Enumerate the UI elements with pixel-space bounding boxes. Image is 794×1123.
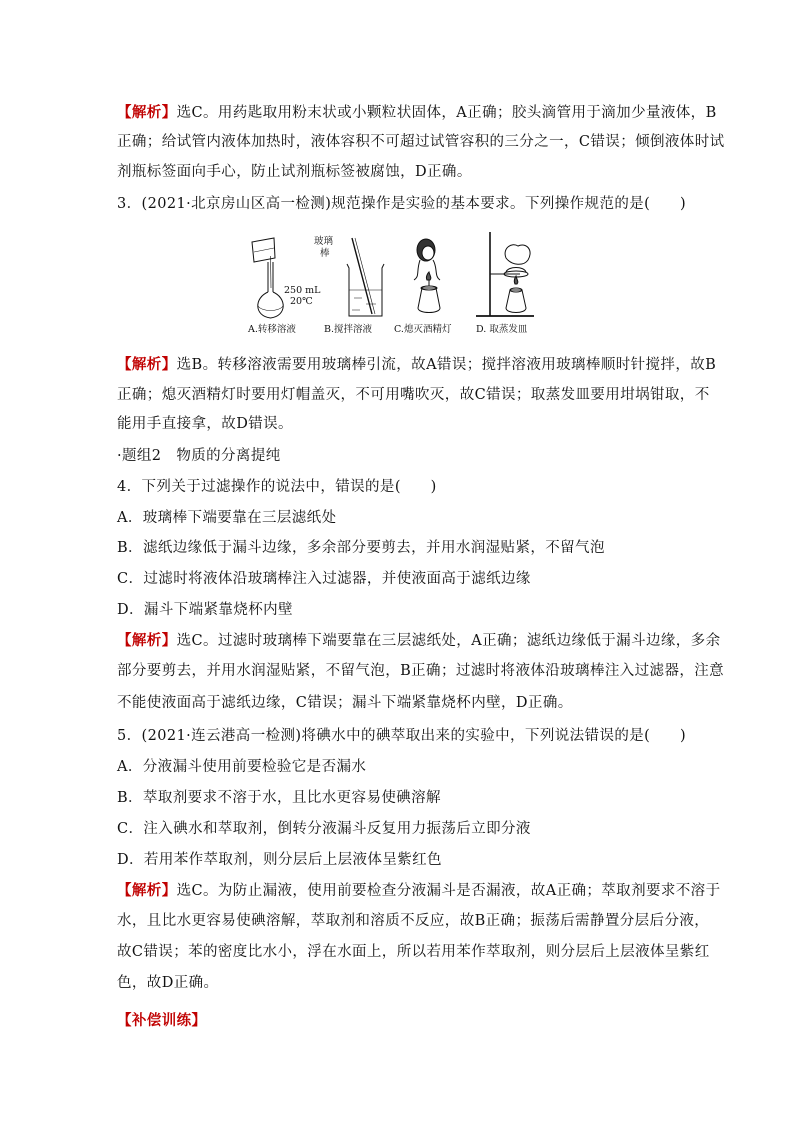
question-3-stem: 3．(2021·北京房山区高一检测)规范操作是实验的基本要求。下列操作规范的是( ) [117,196,687,212]
alcohol-lamp-illustration [414,239,440,313]
text-line: 【解析】选C。过滤时玻璃棒下端要靠在三层滤纸处，A正确；滤纸边缘低于漏斗边缘，多余 [117,632,721,649]
analysis-tag: 【解析】 [117,882,177,899]
text-line: 正确；给试管内液体加热时，液体容积不可超过试管容积的三分之一，C错误；倾倒液体时试 [117,134,725,150]
text-line: 剂瓶标签面向手心，防止试剂瓶标签被腐蚀，D正确。 [117,164,472,180]
section-heading: ·题组2 物质的分离提纯 [117,448,281,464]
caption-b: B.搅拌溶液 [324,324,373,335]
question-5-stem: 5．(2021·连云港高一检测)将碘水中的碘萃取出来的实验中，下列说法错误的是( ) [117,728,687,744]
option-c: C．注入碘水和萃取剂，倒转分液漏斗反复用力振荡后立即分液 [117,821,531,837]
glass-rod-label: 玻璃 [314,236,334,247]
text-line: 故C错误；苯的密度比水小，浮在水面上，所以若用苯作萃取剂，则分层后上层液体呈紫红 [117,944,710,960]
caption-d: D. 取蒸发皿 [476,324,528,335]
text-line: 色，故D正确。 [117,975,219,991]
analysis-tag: 【解析】 [117,356,177,373]
caption-a: A.转移溶液 [248,324,296,335]
text-line: 不能使液面高于滤纸边缘，C错误；漏斗下端紧靠烧杯内壁，D正确。 [117,695,573,711]
glass-rod-label-2: 棒 [320,248,330,259]
text-line: 部分要剪去，并用水润湿贴紧，不留气泡，B正确；过滤时将液体沿玻璃棒注入过滤器，注意 [117,663,725,679]
supplementary-training-heading: 【补偿训练】 [117,1012,207,1029]
caption-c: C.熄灭酒精灯 [394,324,452,335]
question-3-figure [244,228,544,340]
text-line: 水，且比水更容易使碘溶解，萃取剂和溶质不反应，故B正确；振荡后需静置分层后分液， [117,913,710,929]
text-line: 【解析】选B。转移溶液需要用玻璃棒引流，故A错误；搅拌溶液用玻璃棒顺时针搅拌，故B [117,356,717,373]
analysis-tag: 【解析】 [117,632,177,649]
option-d: D．漏斗下端紧靠烧杯内壁 [117,602,293,618]
text-line: 【解析】选C。用药匙取用粉末状或小颗粒状固体，A正确；胶头滴管用于滴加少量液体，B [117,104,717,121]
option-c: C．过滤时将液体沿玻璃棒注入过滤器，并使液面高于滤纸边缘 [117,571,531,587]
beaker-stirring-illustration [347,238,384,316]
volume-label: 250 mL [284,285,321,296]
evaporating-dish-illustration [476,232,534,316]
option-a: A．分液漏斗使用前要检验它是否漏水 [117,759,367,775]
option-b: B．萃取剂要求不溶于水，且比水更容易使碘溶解 [117,790,441,806]
text-line: 能用手直接拿，故D错误。 [117,416,293,432]
option-a: A．玻璃棒下端要靠在三层滤纸处 [117,510,337,526]
text-line: 【解析】选C。为防止漏液，使用前要检查分液漏斗是否漏液，故A正确；萃取剂要求不溶于 [117,882,721,899]
volumetric-flask-illustration [252,238,283,318]
option-b: B．滤纸边缘低于漏斗边缘，多余部分要剪去，并用水润湿贴紧，不留气泡 [117,540,605,556]
question-4-stem: 4．下列关于过滤操作的说法中，错误的是( ) [117,479,437,495]
temperature-label: 20℃ [290,296,313,307]
option-d: D．若用苯作萃取剂，则分层后上层液体呈紫红色 [117,852,442,868]
analysis-tag: 【解析】 [117,104,177,121]
text-line: 正确；熄灭酒精灯时要用灯帽盖灭，不可用嘴吹灭，故C错误；取蒸发皿要用坩埚钳取，不 [117,387,710,403]
